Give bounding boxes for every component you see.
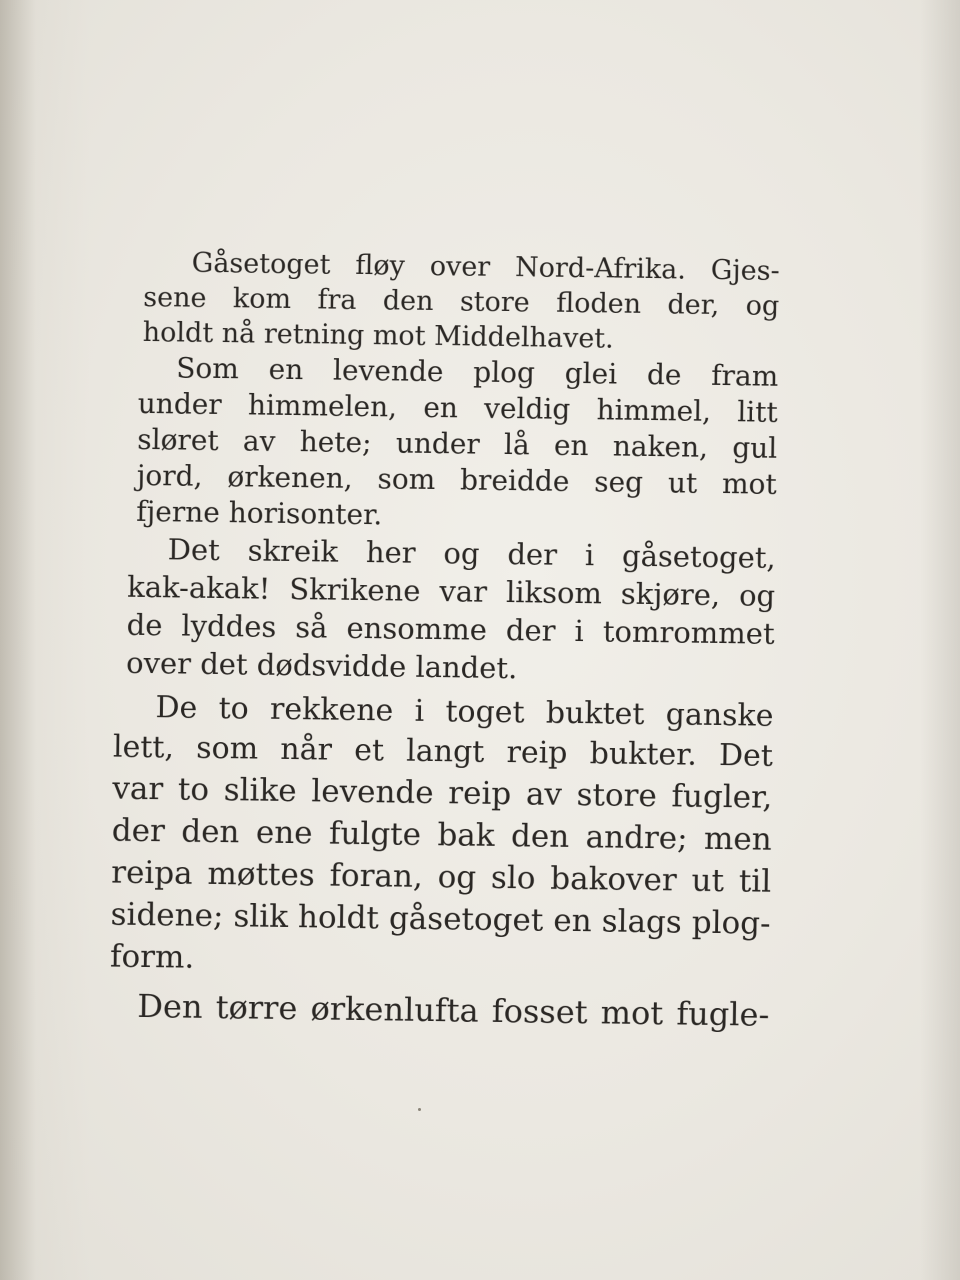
text-line: Gåsetoget fløy over Nord-Afrika. Gjes-: [191, 247, 780, 287]
body-text: [109, 245, 780, 1037]
text-line: under himmelen, en veldig himmel, litt: [137, 386, 778, 429]
text-line: over det dødsvidde landet.: [125, 645, 518, 686]
text-line: der den ene fulgte bak den andre; men: [111, 812, 773, 858]
text-line: Som en levende plog glei de fram: [176, 351, 779, 393]
page-gutter-shadow: [0, 0, 90, 1280]
text-line: jord, ørkenen, som breidde seg ut mot: [136, 458, 777, 501]
text-line: holdt nå retning mot Middelhavet.: [142, 316, 614, 355]
text-line: kak-akak! Skrikene var liksom skjøre, og: [126, 569, 776, 613]
text-line: var to slike levende reip av store fugler,: [112, 770, 773, 816]
paragraph-2: [136, 350, 778, 539]
paragraph-5: [109, 984, 770, 1037]
text-line: fjerne horisonter.: [136, 494, 383, 532]
text-line: Den tørre ørkenlufta fosset mot fugle-: [137, 986, 770, 1034]
text-line: sene kom fra den store floden der, og: [143, 281, 780, 322]
text-line: sidene; slik holdt gåsetoget en slags plog-: [110, 896, 771, 942]
paragraph-3: [126, 530, 776, 691]
paragraph-4: [110, 688, 774, 987]
text-line: Det skreik her og der i gåsetoget,: [167, 532, 776, 575]
text-line: lett, som når et langt reip bukter. Det: [112, 729, 774, 774]
text-line: reipa møttes foran, og slo bakover ut til: [110, 854, 772, 900]
text-line: form.: [109, 938, 195, 976]
text-line: De to rekkene i toget buktet ganske: [155, 690, 774, 734]
paragraph-1: [143, 245, 780, 359]
text-line: sløret av hete; under lå en naken, gul: [137, 422, 778, 465]
text-line: de lyddes så ensomme der i tomrommet: [126, 607, 775, 651]
page-edge-shade: [920, 0, 960, 1280]
paper-speck: [418, 1108, 421, 1111]
